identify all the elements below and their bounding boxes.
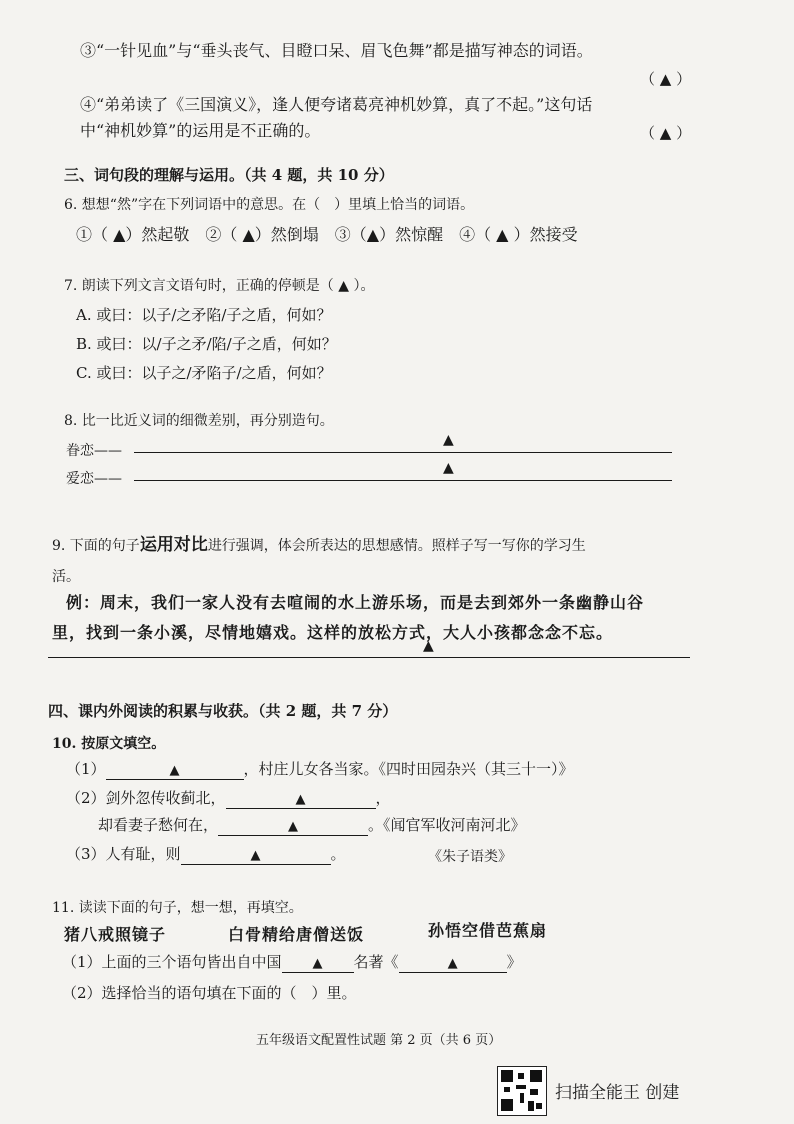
q10-line-4-text: （3）人有耻，则 — [66, 845, 181, 863]
q5-item-4: ④“弟弟读了《三国演义》，逢人便夸诸葛亮神机妙算，真了不起。”这句话 — [80, 95, 593, 114]
q10-blank-2[interactable]: ▲ — [226, 790, 376, 809]
q8-stem: 8. 比一比近义词的细微差别，再分别造句。 — [64, 413, 334, 429]
q10-line-3-text: 却看妻子愁何在， — [98, 816, 219, 834]
q10-line-2-text: （2）剑外忽传收蓟北， — [66, 789, 226, 807]
q7-stem: 7. 朗读下列文言文语句时，正确的停顿是（ ▲ ）。 — [64, 278, 375, 294]
q9-stem-start: 9. 下面的句子 — [52, 538, 140, 554]
section-3-title: 三、词句段的理解与运用。（共 4 题，共 10 分） — [64, 166, 394, 184]
q10-line-2 — [66, 787, 391, 809]
q10-stem: 10. 按原文填空。 — [52, 736, 166, 752]
q11-sub-1-end: 》 — [506, 953, 522, 971]
q11-sub-1-text: （1）上面的三个语句皆出自中国 — [62, 953, 282, 971]
q11-sub-1 — [62, 951, 522, 973]
q9-stem-emphasis: 运用对比 — [139, 535, 208, 555]
q8-mark-2: ▲ — [443, 460, 454, 476]
q10-blank-1[interactable]: ▲ — [106, 761, 244, 780]
q11-blank-2[interactable]: ▲ — [399, 954, 507, 973]
section-4-title: 四、课内外阅读的积累与收获。（共 2 题，共 7 分） — [48, 702, 398, 720]
q9-stem-cont: 活。 — [52, 569, 80, 585]
page-footer: 五年级语文配置性试题 第 2 页（共 6 页） — [256, 1033, 502, 1048]
q10-line-4 — [66, 843, 346, 865]
q11-phrase-3: 孙悟空借芭蕉扇 — [428, 921, 548, 940]
q5-item-3-answer: （ ▲ ） — [640, 70, 692, 88]
q10-line-1-num: （1） — [66, 760, 106, 778]
q11-stem: 11. 读读下面的句子，想一想，再填空。 — [52, 900, 303, 916]
q8-mark-1: ▲ — [443, 432, 454, 448]
q11-phrase-2: 白骨精给唐僧送饭 — [228, 925, 365, 944]
q11-sub-1-mid: 名著《 — [353, 953, 399, 971]
q9-mark: ▲ — [423, 638, 434, 654]
watermark-text: 扫描全能王 创建 — [555, 1083, 680, 1103]
q8-answer-line-2[interactable] — [134, 480, 672, 481]
q11-blank-1[interactable]: ▲ — [282, 954, 354, 973]
q10-line-4-source: 《朱子语类》 — [428, 849, 512, 865]
q9-stem — [52, 530, 586, 555]
q9-stem-end: 进行强调，体会所表达的思想感情。照样子写一写你的学习生 — [207, 538, 586, 554]
q7-option-b: B. 或曰：以/子之矛/陷/子之盾，何如？ — [76, 335, 337, 353]
q10-line-3-source: 。《闻官军收河南河北》 — [368, 816, 526, 834]
q11-phrase-1: 猪八戒照镜子 — [64, 925, 167, 944]
q9-example-line-1: 例：周末，我们一家人没有去喧闹的水上游乐场，而是去到郊外一条幽静山谷 — [66, 593, 645, 612]
q10-blank-3[interactable]: ▲ — [218, 817, 368, 836]
q8-word-1: 眷恋—— — [66, 443, 122, 459]
q10-line-4-end: 。 — [330, 845, 346, 863]
q11-sub-2: （2）选择恰当的语句填在下面的（ ）里。 — [62, 984, 357, 1002]
q9-example-line-2: 里，找到一条小溪，尽情地嬉戏。这样的放松方式，大人小孩都念念不忘。 — [52, 623, 614, 642]
q5-item-4-line2: 中“神机妙算”的运用是不正确的。 — [80, 121, 321, 140]
qr-code-icon — [497, 1066, 547, 1116]
q10-line-3 — [98, 814, 526, 836]
q8-word-2: 爱恋—— — [66, 471, 122, 487]
q5-item-4-answer: （ ▲ ） — [640, 124, 692, 142]
q10-line-1-text: ，村庄儿女各当家。《四时田园杂兴（其三十一）》 — [243, 760, 574, 778]
q6-options: ①（ ▲）然起敬 ②（ ▲）然倒塌 ③（▲）然惊醒 ④（ ▲ ）然接受 — [76, 225, 578, 244]
q10-line-1 — [66, 758, 574, 780]
q9-answer-line[interactable] — [48, 657, 690, 658]
q7-option-c: C. 或曰：以子之/矛陷子/之盾，何如？ — [76, 364, 332, 382]
q8-answer-line-1[interactable] — [134, 452, 672, 453]
q10-blank-4[interactable]: ▲ — [181, 846, 331, 865]
q5-item-3: ③“一针见血”与“垂头丧气、目瞪口呆、眉飞色舞”都是描写神态的词语。 — [80, 41, 593, 60]
q10-line-2-end: ， — [375, 789, 391, 807]
q7-option-a: A. 或曰：以子/之矛陷/子之盾，何如？ — [76, 306, 332, 324]
q6-stem: 6. 想想“然”字在下列词语中的意思。在（ ）里填上恰当的词语。 — [64, 197, 475, 213]
